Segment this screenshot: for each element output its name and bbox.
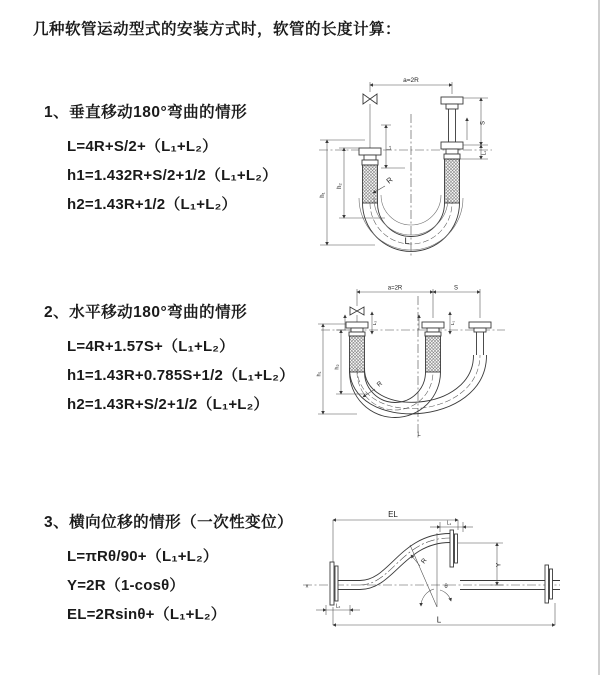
section-1-heading: 1、垂直移动180°弯曲的情形 <box>44 104 248 121</box>
angle-label: θ <box>444 584 448 590</box>
dim-h1-label: h₁ <box>316 371 323 377</box>
dim-a-label: a=2R <box>403 77 419 84</box>
diagram-lateral-displacement <box>298 503 590 645</box>
centerline-mark: x <box>305 583 309 590</box>
braided-hose-section <box>426 336 441 372</box>
dim-y-label: Y <box>495 562 503 568</box>
dim-a-label: a=2R <box>387 285 403 292</box>
formula-h1: h1=1.432R+S/2+1/2（L₁+L₂） <box>67 167 278 184</box>
formula-h2: h2=1.43R+S/2+1/2（L₁+L₂） <box>67 396 269 413</box>
length-label: L <box>436 615 442 625</box>
formula-h2: h2=1.43R+1/2（L₁+L₂） <box>67 196 237 213</box>
formula-y: Y=2R（1-cosθ） <box>67 577 185 594</box>
top-dimensions <box>357 286 480 319</box>
dim-s-label: S <box>453 285 459 292</box>
angle-theta-callout <box>421 584 451 606</box>
dim-l2-label: L₂ <box>373 320 378 326</box>
dim-l1-label: L₁ <box>481 150 488 156</box>
braided-hose-section <box>445 159 460 203</box>
radius-label: R <box>420 557 429 566</box>
length-label: L <box>404 236 410 246</box>
left-hose-end-fitting <box>359 148 381 203</box>
formula-length: L=4R+1.57S+（L₁+L₂） <box>67 338 235 355</box>
dim-s-label: S <box>480 120 487 126</box>
braided-hose-section <box>363 165 378 203</box>
fitting-length-dimension <box>381 125 405 168</box>
section-horizontal-movement <box>44 300 294 419</box>
dim-h2-label: h₂ <box>334 364 341 370</box>
radius-label: R <box>384 175 395 186</box>
formula-length: L=4R+S/2+（L₁+L₂） <box>67 138 218 155</box>
y-dimension <box>458 543 503 585</box>
left-flange <box>330 562 360 605</box>
valve-icon <box>363 94 377 148</box>
length-label: L <box>417 432 421 438</box>
s-curve-hose <box>360 534 450 590</box>
moved-hose-end-fitting <box>469 322 491 355</box>
formula-length: L=πRθ/90+（L₁+L₂） <box>67 548 219 565</box>
dim-l1-label: L₁ <box>451 320 456 326</box>
valve-icon <box>350 307 364 322</box>
formula-h1: h1=1.43R+0.785S+1/2（L₁+L₂） <box>67 367 295 384</box>
l2-dimension <box>316 604 360 616</box>
section-3-heading: 3、横向位移的情形（一次性变位） <box>44 514 294 531</box>
dim-h2-label: h₂ <box>337 183 343 189</box>
diagram-vertical-180-bend <box>315 68 550 265</box>
total-length-dimension <box>333 603 555 625</box>
middle-hose-end-fitting <box>422 322 444 372</box>
radius-label: R <box>375 380 384 389</box>
braided-hose-section <box>350 336 365 372</box>
diagram-horizontal-180-bend <box>315 282 600 444</box>
section-vertical-movement <box>44 100 277 219</box>
upper-flange <box>450 530 458 567</box>
formula-el: EL=2Rsinθ+（L₁+L₂） <box>67 606 226 623</box>
dim-l1-label: L₁ <box>446 520 452 527</box>
el-dimension <box>333 510 458 566</box>
dim-h1-label: h₁ <box>320 192 326 198</box>
page-title: 几种软管运动型式的安装方式时，软管的长度计算： <box>33 21 402 38</box>
dim-el-label: EL <box>388 510 398 519</box>
dim-l2-label: L₂ <box>335 603 341 610</box>
section-2-heading: 2、水平移动180°弯曲的情形 <box>44 304 248 321</box>
original-position-pipe <box>460 565 560 603</box>
left-hose-end-fitting <box>346 322 368 372</box>
dim-l2-label: L₂ <box>386 145 393 151</box>
bend-radius-callout <box>411 555 429 566</box>
section-lateral-displacement <box>44 510 293 629</box>
